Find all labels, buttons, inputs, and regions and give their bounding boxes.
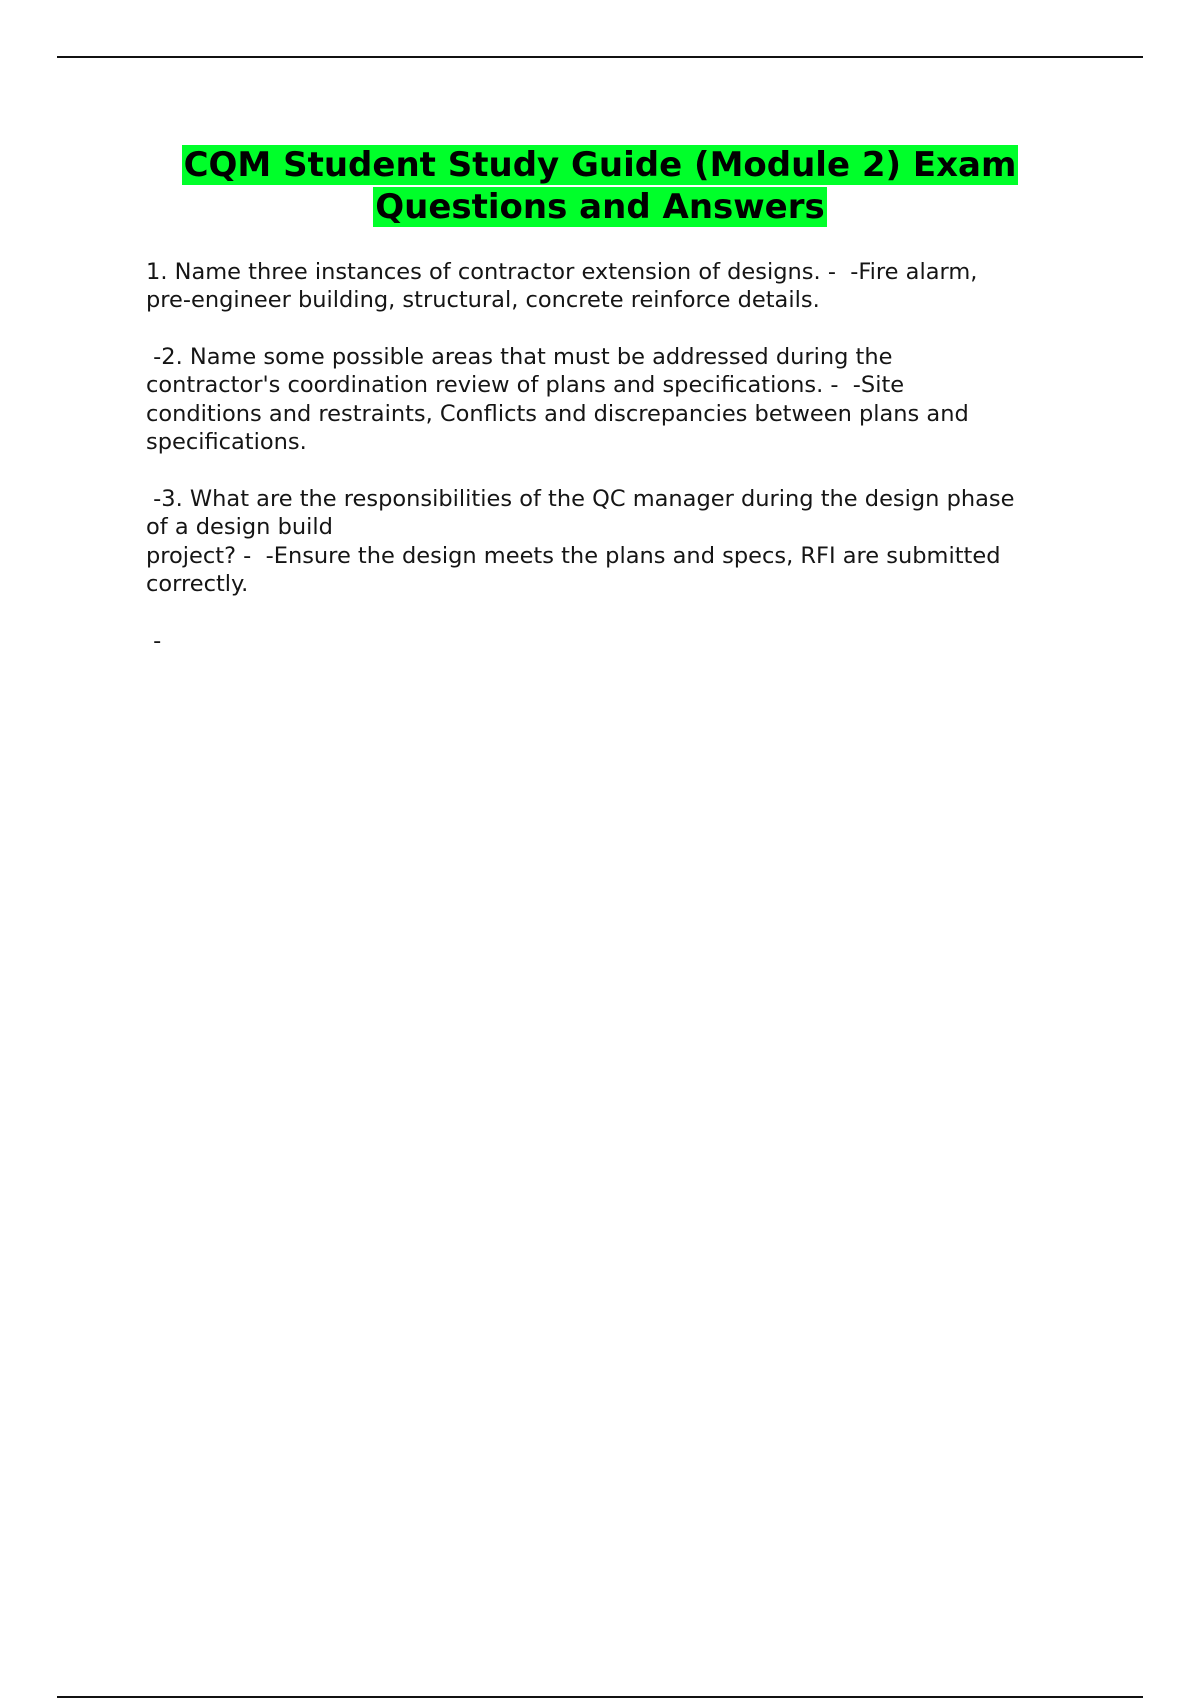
document-title (130, 144, 1070, 228)
title-line-1: CQM Student Study Guide (Module 2) Exam (183, 145, 1017, 185)
top-rule (57, 56, 1143, 58)
title-line-2: Questions and Answers (375, 187, 825, 227)
qa-item-1: 1. Name three instances of contractor extension of designs. - -Fire alarm, pre-engineer building, structural, concrete reinforce details. (146, 259, 978, 314)
qa-item-3: -3. What are the responsibilities of the QC manager during the design phase of a design build project? - -Ensure the design meets the plans and specs, RFI are submitted correctly. (146, 486, 1015, 597)
qa-item-4: - (146, 628, 162, 654)
qa-item-2: -2. Name some possible areas that must be addressed during the contractor's coordination review of plans and specifications. - -Site conditions and restraints, Conflicts and discrepancies between plans and specifications. (146, 344, 969, 455)
bottom-rule (57, 1696, 1143, 1698)
